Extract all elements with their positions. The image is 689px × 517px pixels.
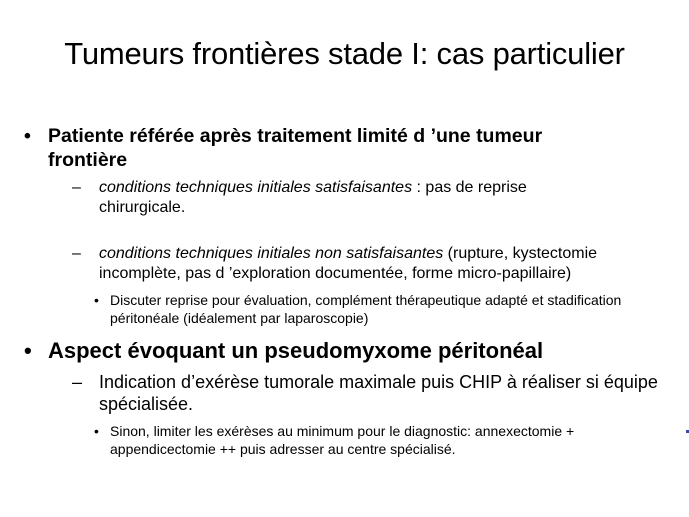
dash-marker: –	[72, 372, 83, 392]
bullet-item-1: Patiente référée après traitement limité d ’une tumeur frontière	[48, 125, 543, 171]
bullet-marker-small: •	[94, 292, 99, 308]
sub-item-1-2	[99, 244, 659, 284]
dash-marker: –	[72, 245, 81, 262]
sub-sub-item-1-2-1: Discuter reprise pour évaluation, complément thérapeutique adapté et stadification péritonéale (idéalement par laparoscopie)	[110, 292, 622, 326]
sub-item-1-2-text: (rupture, kystectomie incomplète, pas d ’exploration documentée, forme micro-papillaire)	[99, 245, 598, 282]
bullet-marker: •	[24, 125, 31, 147]
sub-item-1-2-italic: conditions techniques initiales non satisfaisantes	[99, 245, 444, 262]
slide-title: Tumeurs frontières stade I: cas particulier	[64, 36, 625, 71]
sub-item-2-1: Indication d’exérèse tumorale maximale puis CHIP à réaliser si équipe spécialisée.	[99, 372, 658, 414]
bullet-item-2: Aspect évoquant un pseudomyxome péritonéal	[48, 338, 544, 363]
sub-item-1-1-text: : pas de reprise chirurgicale.	[99, 179, 527, 216]
dash-marker: –	[72, 179, 81, 196]
bullet-marker: •	[24, 338, 32, 363]
bullet-marker-small: •	[94, 423, 99, 439]
sub-sub-item-2-1-1: Sinon, limiter les exérèses au minimum pour le diagnostic: annexectomie + appendicectomie ++ puis adresser au centre spécialisé.	[110, 423, 575, 457]
sub-item-1-1	[99, 178, 579, 218]
sub-item-1-1-italic: conditions techniques initiales satisfaisantes	[99, 179, 413, 196]
